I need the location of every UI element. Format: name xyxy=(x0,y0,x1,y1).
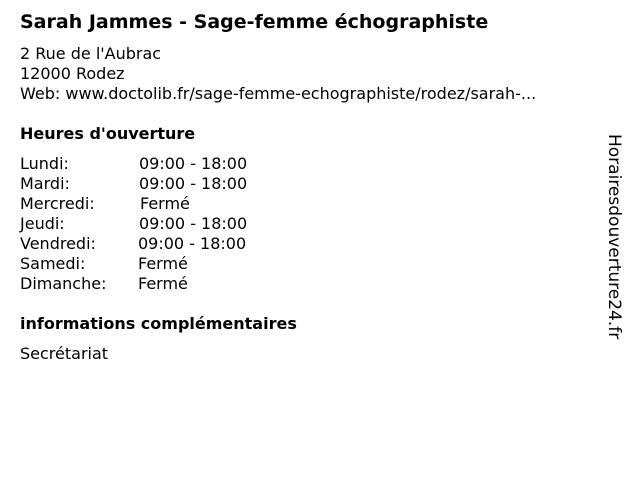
address-street: 2 Rue de l'Aubrac xyxy=(20,44,162,63)
hours-row-wednesday xyxy=(20,194,320,214)
day-label: Vendredi: xyxy=(20,234,96,253)
additional-info-text: Secrétariat xyxy=(20,344,109,363)
day-label: Jeudi: xyxy=(20,214,65,233)
day-label: Mercredi: xyxy=(20,194,95,213)
hours-value: 09:00 - 18:00 xyxy=(139,214,248,233)
hours-row-friday xyxy=(20,234,320,254)
hours-value: Fermé xyxy=(138,274,188,293)
opening-hours-heading: Heures d'ouverture xyxy=(20,124,196,143)
hours-value: 09:00 - 18:00 xyxy=(139,154,248,173)
hours-row-saturday xyxy=(20,254,320,274)
hours-row-sunday xyxy=(20,274,320,294)
address-block xyxy=(20,44,536,104)
hours-row-thursday xyxy=(20,214,320,234)
site-watermark: Horairesdouverture24.fr xyxy=(604,134,624,340)
website-link[interactable]: Web: www.doctolib.fr/sage-femme-echographiste/rodez/sarah-... xyxy=(20,84,537,103)
day-label: Lundi: xyxy=(20,154,69,173)
hours-value: Fermé xyxy=(138,254,188,273)
additional-info-heading: informations complémentaires xyxy=(20,314,297,333)
day-label: Samedi: xyxy=(20,254,86,273)
hours-row-tuesday xyxy=(20,174,320,194)
page-title: Sarah Jammes - Sage-femme échographiste xyxy=(20,11,489,33)
hours-row-monday xyxy=(20,154,320,174)
address-city: 12000 Rodez xyxy=(20,64,125,83)
day-label: Dimanche: xyxy=(20,274,107,293)
hours-value: Fermé xyxy=(140,194,190,213)
hours-value: 09:00 - 18:00 xyxy=(138,234,247,253)
hours-value: 09:00 - 18:00 xyxy=(139,174,248,193)
day-label: Mardi: xyxy=(20,174,70,193)
opening-hours-list xyxy=(20,154,320,294)
